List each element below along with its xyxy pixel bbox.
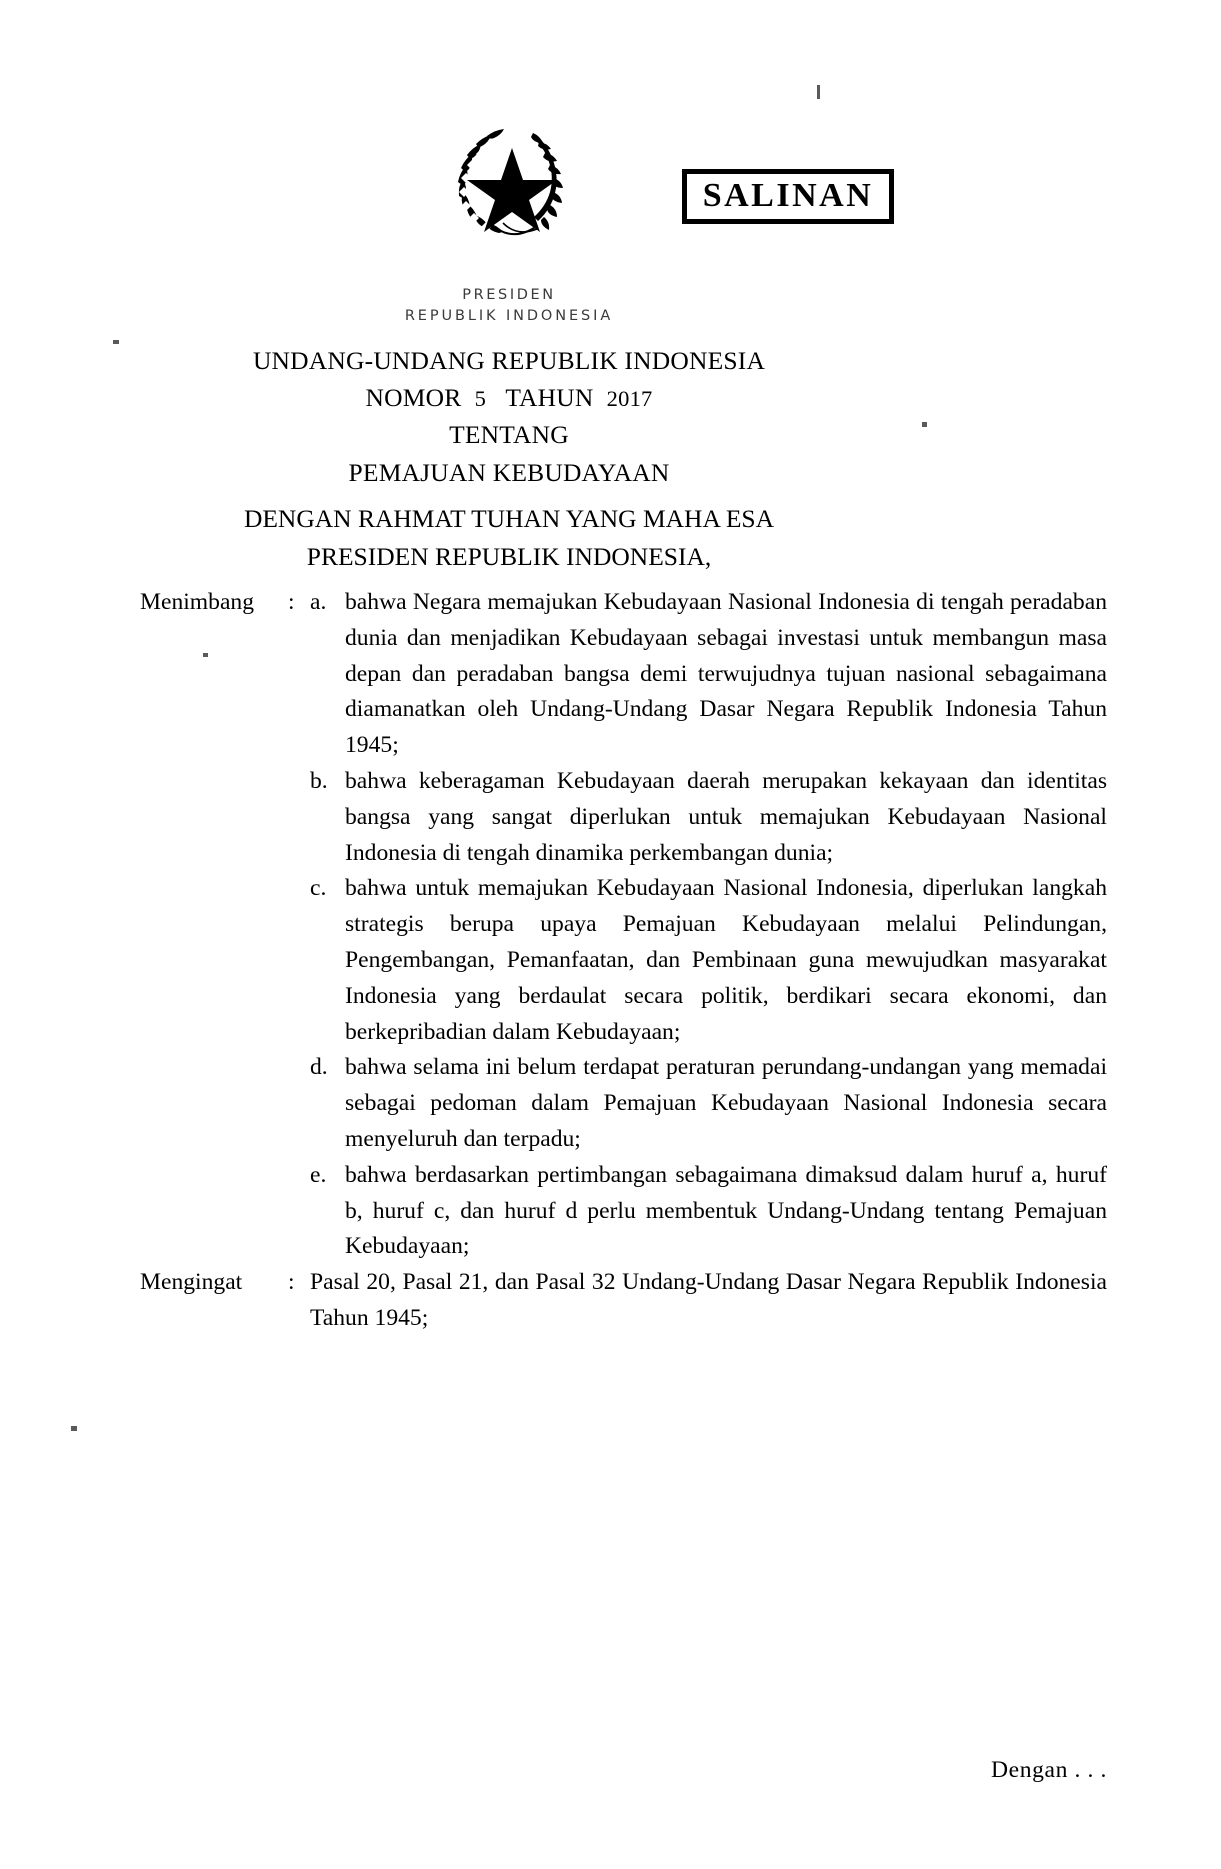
list-item-marker: c. bbox=[310, 875, 327, 902]
clause-mengingat bbox=[0, 1265, 1221, 1337]
list-item bbox=[310, 1050, 1107, 1157]
mengingat-content bbox=[310, 1265, 1221, 1337]
scan-artifact bbox=[71, 1426, 77, 1431]
scan-artifact bbox=[817, 85, 820, 99]
list-item-marker: a. bbox=[310, 589, 327, 615]
salinan-stamp-label: SALINAN bbox=[702, 176, 874, 214]
nomor-value: 5 bbox=[474, 386, 487, 412]
mengingat-colon: : bbox=[288, 1269, 295, 1296]
footer-catchword: Dengan . . . bbox=[991, 1757, 1107, 1783]
signatory-line: PRESIDEN REPUBLIK INDONESIA, bbox=[306, 542, 712, 572]
list-item-marker: d. bbox=[310, 1054, 328, 1081]
tahun-value: 2017 bbox=[606, 386, 653, 412]
menimbang-label: Menimbang bbox=[140, 589, 255, 615]
tentang-word: TENTANG bbox=[449, 420, 569, 450]
institution-line-republik: REPUBLIK INDONESIA bbox=[404, 308, 614, 325]
page-title: UNDANG-UNDANG REPUBLIK INDONESIA bbox=[252, 346, 766, 375]
tahun-word: TAHUN bbox=[505, 383, 594, 413]
institution-heading bbox=[0, 285, 1018, 327]
document-body bbox=[0, 585, 1221, 1337]
list-item-text: bahwa keberagaman Kebudayaan daerah merupakan kekayaan dan identitas bangsa yang sangat diperlukan untuk memajukan Kebudayaan Nasional Indonesia di tengah dinamika perkembangan dunia; bbox=[345, 767, 1107, 866]
menimbang-colon: : bbox=[288, 589, 295, 615]
list-item bbox=[310, 871, 1107, 1050]
list-item-text: bahwa berdasarkan pertimbangan sebagaimana dimaksud dalam huruf a, huruf b, huruf c, dan huruf d perlu membentuk Undang-Undang tentang Pemajuan Kebudayaan; bbox=[345, 1161, 1107, 1260]
document-title-block bbox=[0, 342, 1018, 491]
list-item-text: bahwa Negara memajukan Kebudayaan Nasional Indonesia di tengah peradaban dunia dan menjadikan Kebudayaan sebagai investasi untuk membangun masa depan dan peradaban bangsa demi terwujudnya tujuan nasional sebagaimana diamanatkan oleh Undang-Undang Dasar Negara Republik Indonesia Tahun 1945; bbox=[345, 589, 1107, 759]
mengingat-label: Mengingat bbox=[140, 1269, 243, 1296]
institution-line-presiden: PRESIDEN bbox=[462, 287, 556, 303]
list-item-marker: e. bbox=[310, 1161, 327, 1188]
list-item-marker: b. bbox=[310, 767, 328, 794]
clause-menimbang bbox=[0, 585, 1221, 1265]
list-item bbox=[310, 585, 1107, 764]
list-item-text: bahwa selama ini belum terdapat peraturan perundang-undangan yang memadai sebagai pedoman dalam Pemajuan Kebudayaan Nasional Indonesia secara menyeluruh dan terpadu; bbox=[345, 1054, 1107, 1152]
document-header bbox=[0, 122, 1221, 262]
preamble-block bbox=[0, 500, 1018, 577]
blessing-line: DENGAN RAHMAT TUHAN YANG MAHA ESA bbox=[243, 504, 775, 533]
document-number-line bbox=[0, 379, 1018, 416]
list-item bbox=[310, 764, 1107, 871]
menimbang-item-list bbox=[310, 585, 1221, 1265]
nomor-word: NOMOR bbox=[365, 383, 462, 413]
garuda-star-wreath-emblem bbox=[447, 122, 577, 247]
document-subject: PEMAJUAN KEBUDAYAAN bbox=[348, 457, 670, 487]
salinan-stamp bbox=[682, 169, 894, 224]
list-item bbox=[310, 1158, 1107, 1265]
list-item-text: bahwa untuk memajukan Kebudayaan Nasional Indonesia, diperlukan langkah strategis berupa upaya Pemajuan Kebudayaan melalui Pelindungan, Pengembangan, Pemanfaatan, dan Pembinaan guna mewujudkan masyarakat Indonesia yang berdaulat secara politik, berdikari secara ekonomi, dan berkepribadian dalam Kebudayaan; bbox=[345, 875, 1107, 1045]
mengingat-text: Pasal 20, Pasal 21, dan Pasal 32 Undang-Undang Dasar Negara Republik Indonesia Tahun 1945; bbox=[310, 1269, 1107, 1331]
